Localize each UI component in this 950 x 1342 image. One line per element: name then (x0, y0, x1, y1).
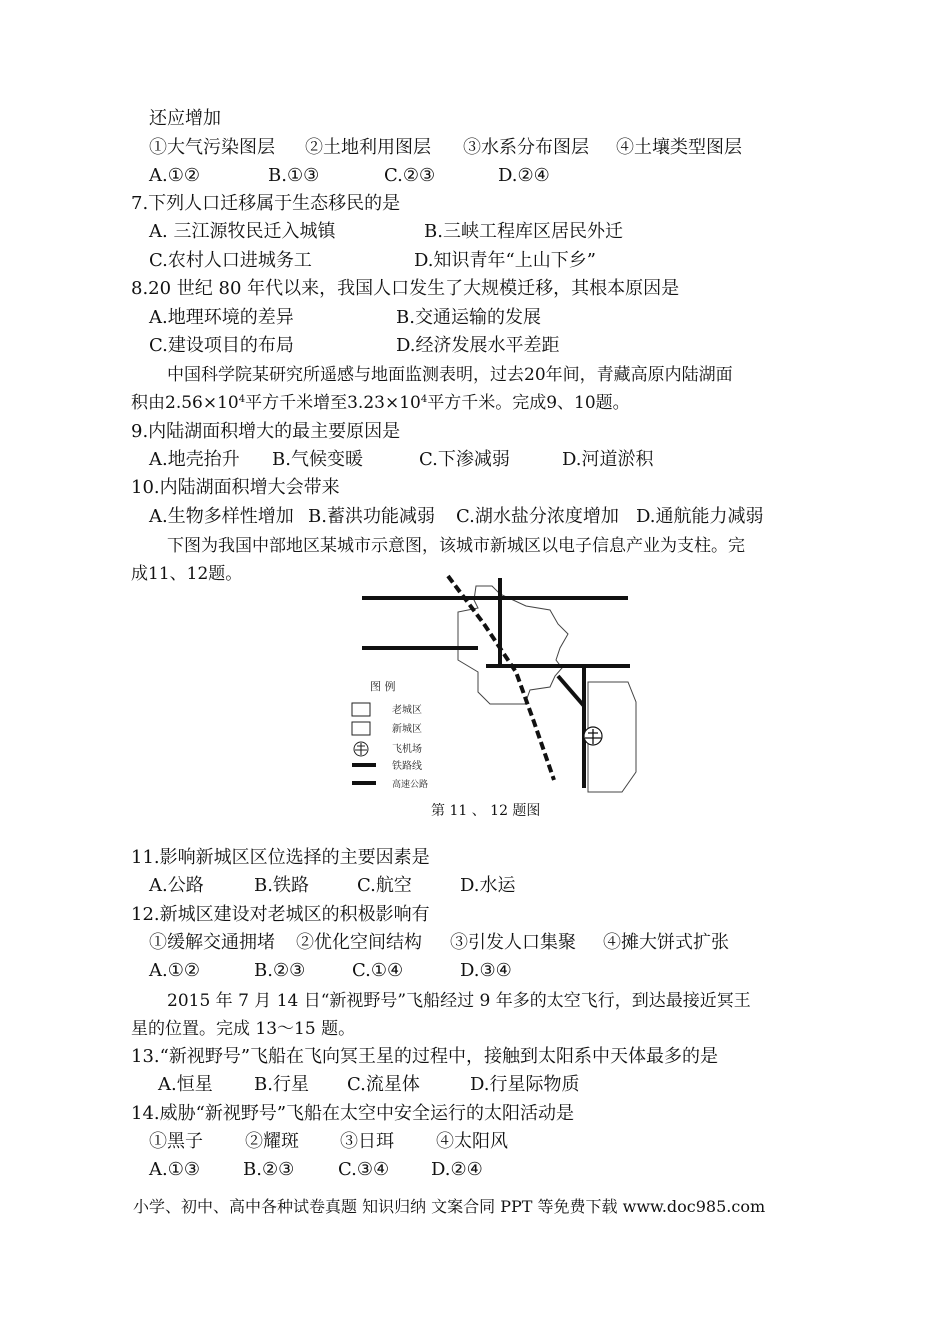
q12-option-c: C.①④ (352, 960, 404, 981)
q9-option-d: D.河道淤积 (562, 449, 654, 470)
q8-option-a: A.地理环境的差异 (149, 307, 294, 328)
figure-caption: 第 11 、 12 题图 (431, 803, 541, 819)
q8-option-c: C.建设项目的布局 (149, 335, 294, 356)
q10-option-b: B.蓄洪功能减弱 (308, 506, 435, 527)
intro-9-10-line1: 中国科学院某研究所遥感与地面监测表明，过去20年间，青藏高原内陆湖面 (167, 365, 733, 385)
q10-option-d: D.通航能力减弱 (636, 506, 764, 527)
q9-stem: 9.内陆湖面积增大的最主要原因是 (131, 421, 401, 442)
q12-item-4: ④摊大饼式扩张 (603, 932, 729, 953)
q7-stem: 7.下列人口迁移属于生态移民的是 (131, 193, 401, 214)
q10-option-c: C.湖水盐分浓度增加 (456, 506, 619, 527)
intro-13-15-line2: 星的位置。完成 13～15 题。 (131, 1019, 356, 1039)
exponent: 4 (238, 394, 246, 405)
old-city-area (458, 586, 568, 704)
legend-airport-icon (354, 742, 368, 756)
q12-option-a: A.①② (149, 960, 200, 981)
airport-icon (584, 727, 602, 745)
q14-option-b: B.②③ (243, 1159, 295, 1180)
q12-item-3: ③引发人口集聚 (450, 932, 576, 953)
intro-9-10-line2 (131, 392, 630, 414)
q6-item-2: ②土地利用图层 (305, 137, 431, 158)
q14-stem: 14.威胁“新视野号”飞船在太空中安全运行的太阳活动是 (131, 1103, 575, 1124)
legend-old-city-swatch (352, 703, 370, 716)
q6-option-c: C.②③ (384, 165, 436, 186)
q12-option-d: D.③④ (460, 960, 512, 981)
q6-continuation: 还应增加 (149, 108, 221, 129)
q6-option-d: D.②④ (498, 165, 550, 186)
exponent: 4 (420, 394, 428, 405)
q11-option-b: B.铁路 (254, 875, 309, 896)
city-map (350, 572, 650, 794)
q13-stem: 13.“新视野号”飞船在飞向冥王星的过程中，接触到太阳系中天体最多的是 (131, 1046, 719, 1067)
lake-area-after: 平方千米增至3.23×10 (245, 393, 421, 413)
q13-option-d: D.行星际物质 (470, 1074, 580, 1095)
highway (558, 676, 584, 706)
intro-9-10-tail: 平方千米。完成9、10题。 (427, 393, 630, 413)
q7-option-d: D.知识青年“上山下乡” (414, 250, 596, 271)
q14-item-2: ②耀斑 (245, 1131, 299, 1152)
lake-area-before: 积由2.56×10 (131, 393, 239, 413)
q12-stem: 12.新城区建设对老城区的积极影响有 (131, 904, 430, 925)
legend-railway-label: 铁路线 (392, 761, 422, 772)
legend-airport-label: 飞机场 (392, 744, 422, 755)
legend-title: 图 例 (370, 680, 396, 693)
q11-stem: 11.影响新城区区位选择的主要因素是 (131, 847, 430, 868)
q14-option-a: A.①③ (149, 1159, 200, 1180)
q14-option-c: C.③④ (338, 1159, 390, 1180)
q7-option-a: A. 三江源牧民迁入城镇 (149, 221, 336, 242)
q6-option-b: B.①③ (268, 165, 320, 186)
q6-option-a: A.①② (149, 165, 200, 186)
q12-option-b: B.②③ (254, 960, 306, 981)
intro-11-12-line1: 下图为我国中部地区某城市示意图，该城市新城区以电子信息产业为支柱。完 (167, 536, 745, 556)
q13-option-c: C.流星体 (347, 1074, 420, 1095)
legend-new-city-label: 新城区 (392, 724, 422, 735)
intro-11-12-line2: 成11、12题。 (131, 564, 243, 584)
q11-option-c: C.航空 (357, 875, 412, 896)
q8-stem: 8.20 世纪 80 年代以来，我国人口发生了大规模迁移，其根本原因是 (131, 278, 680, 299)
q8-option-b: B.交通运输的发展 (396, 307, 541, 328)
legend-old-city-label: 老城区 (392, 705, 422, 716)
q7-option-c: C.农村人口进城务工 (149, 250, 312, 271)
q12-item-2: ②优化空间结构 (296, 932, 422, 953)
q9-option-a: A.地壳抬升 (149, 449, 240, 470)
q13-option-a: A.恒星 (158, 1074, 213, 1095)
q11-option-a: A.公路 (149, 875, 204, 896)
q6-item-3: ③水系分布图层 (463, 137, 589, 158)
q9-option-b: B.气候变暖 (272, 449, 363, 470)
q12-item-1: ①缓解交通拥堵 (149, 932, 275, 953)
q10-stem: 10.内陆湖面积增大会带来 (131, 477, 340, 498)
q9-option-c: C.下渗减弱 (419, 449, 510, 470)
footer-banner: 小学、初中、高中各种试卷真题 知识归纳 文案合同 PPT 等免费下载 www.doc985.com (133, 1197, 766, 1216)
q14-option-d: D.②④ (431, 1159, 483, 1180)
q13-option-b: B.行星 (254, 1074, 309, 1095)
q8-option-d: D.经济发展水平差距 (396, 335, 560, 356)
q14-item-3: ③日珥 (340, 1131, 394, 1152)
q10-option-a: A.生物多样性增加 (149, 506, 294, 527)
legend-highway-label: 高速公路 (392, 780, 429, 790)
intro-13-15-line1: 2015 年 7 月 14 日“新视野号”飞船经过 9 年多的太空飞行，到达最接近冥王 (167, 991, 751, 1011)
q6-item-4: ④土壤类型图层 (616, 137, 742, 158)
q7-option-b: B.三峡工程库区居民外迁 (424, 221, 623, 242)
legend-new-city-swatch (352, 722, 370, 735)
q14-item-4: ④太阳风 (436, 1131, 508, 1152)
q11-option-d: D.水运 (460, 875, 516, 896)
q6-item-1: ①大气污染图层 (149, 137, 275, 158)
q14-item-1: ①黑子 (149, 1131, 203, 1152)
